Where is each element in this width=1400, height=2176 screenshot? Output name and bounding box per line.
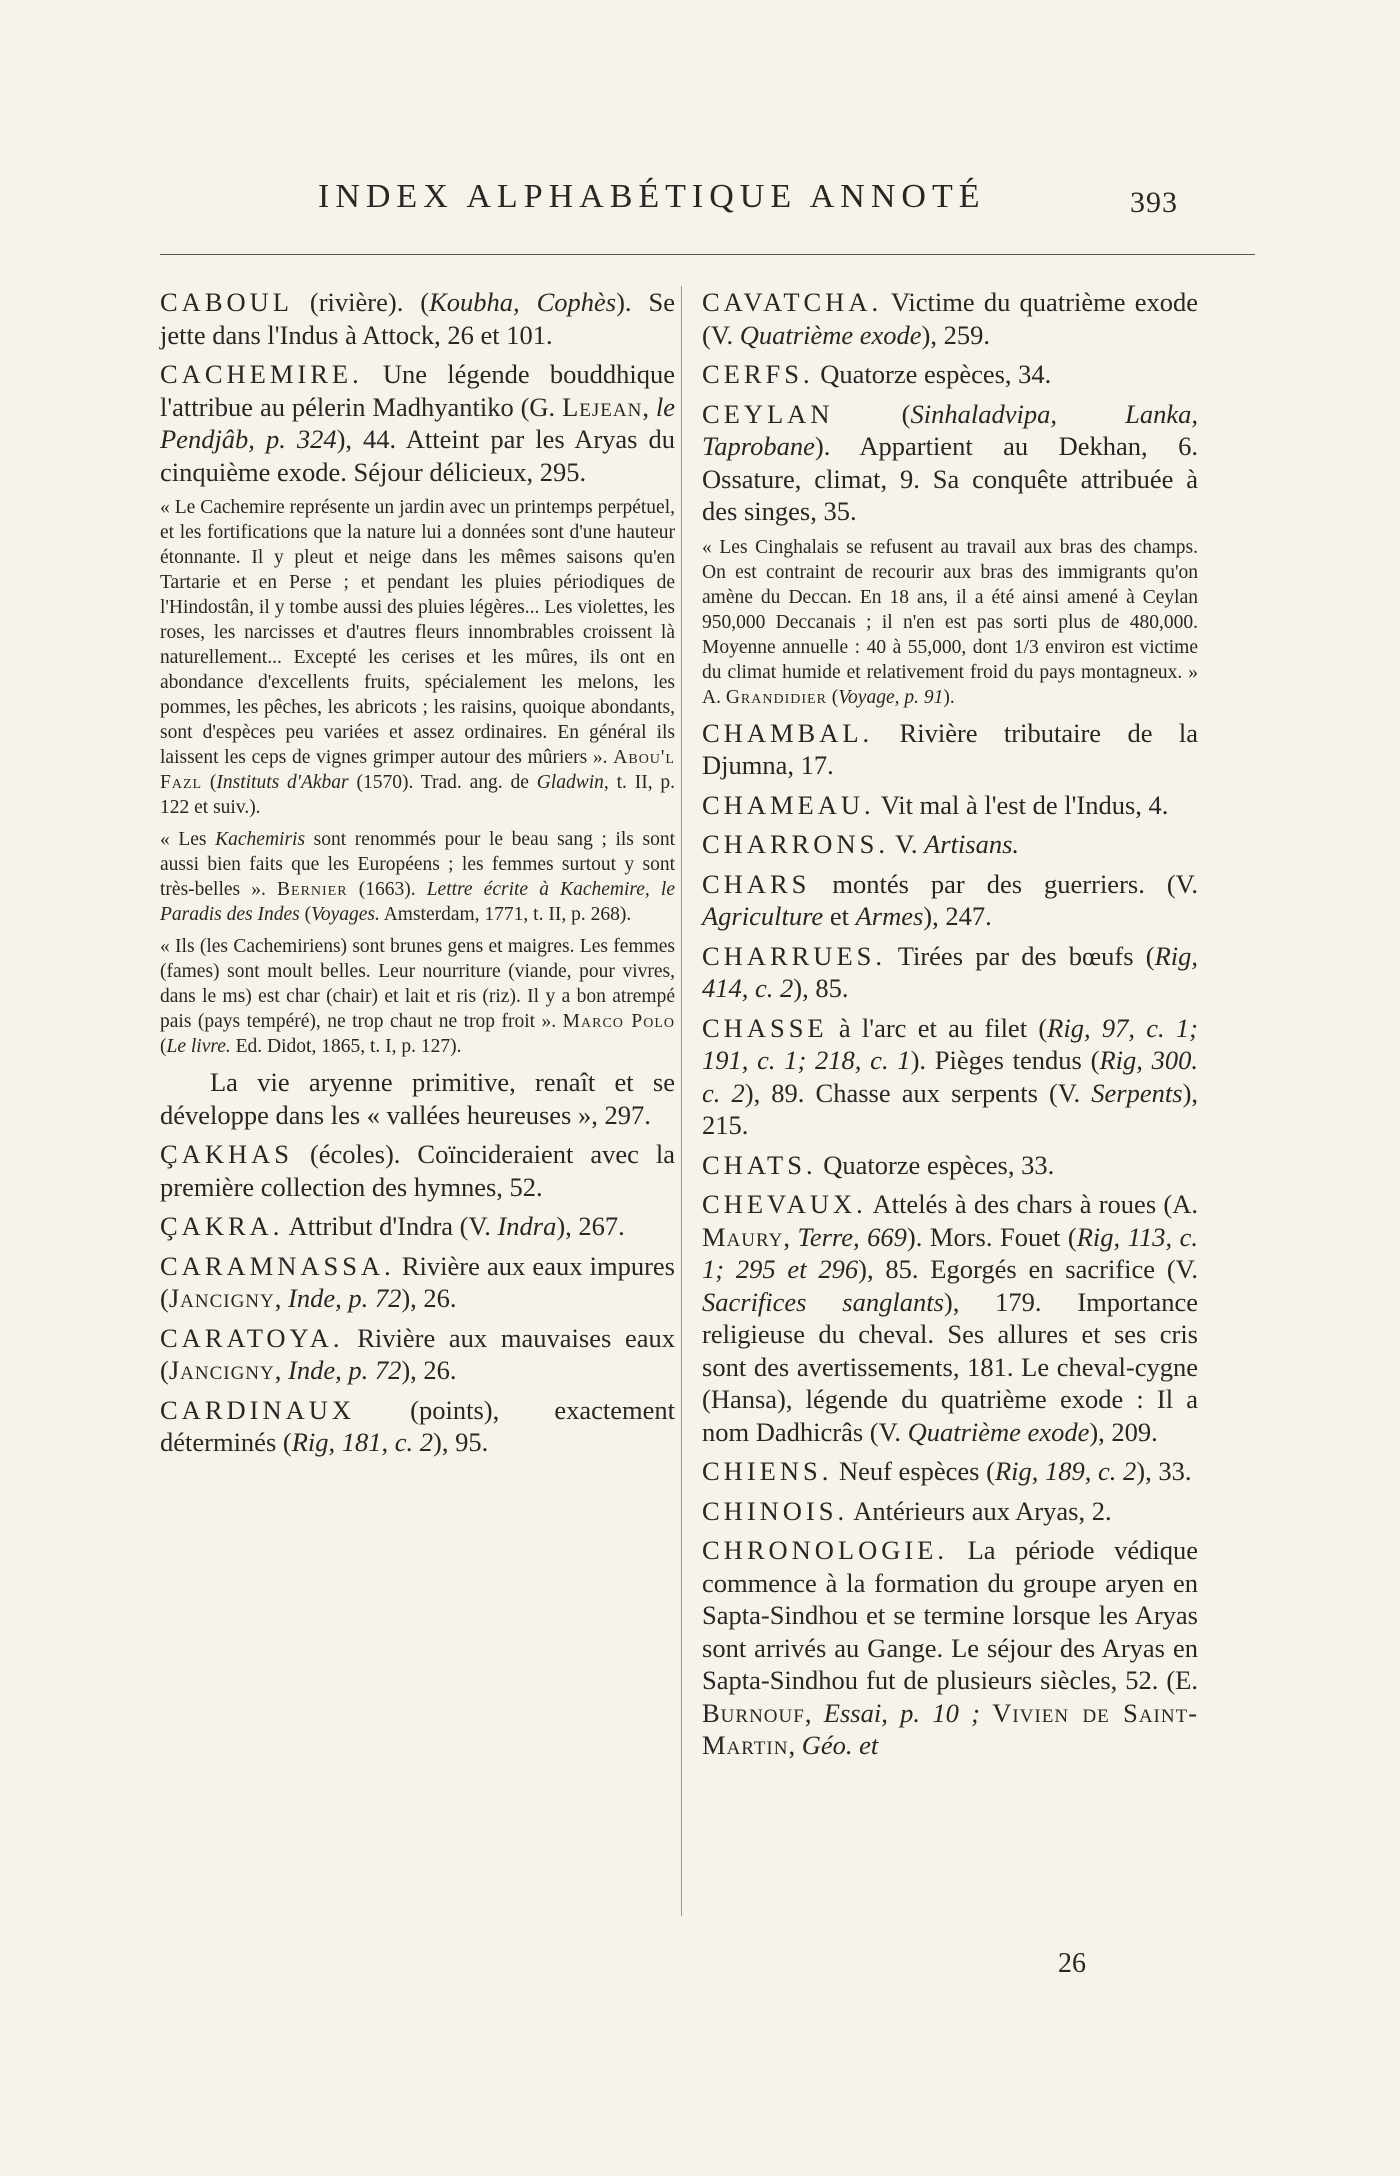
headword: ÇAKHAS <box>160 1139 293 1169</box>
left-column <box>160 286 675 1466</box>
headword: CERFS. <box>702 359 814 389</box>
entry-cakra: ÇAKRA. Attribut d'Indra (V. Indra), 267. <box>160 1211 625 1241</box>
headword: CHIENS. <box>702 1456 833 1486</box>
headword: CHAMEAU. <box>702 789 875 820</box>
headword: CABOUL <box>160 287 293 317</box>
headword: CHARRONS. <box>702 829 889 859</box>
entry-chats: CHATS. Quatorze espèces, 33. <box>702 1149 1055 1180</box>
headword: CARAMNASSA. <box>160 1250 395 1281</box>
headword: CHINOIS. <box>702 1495 849 1526</box>
headword: CEYLAN <box>702 398 834 429</box>
entry-chambal: CHAMBAL. Rivière tributaire de la Djumna, 17. <box>702 717 1198 780</box>
headword: CHAMBAL. <box>702 717 874 748</box>
headword: CHATS. <box>702 1149 817 1180</box>
entry-chronologie: CHRONOLOGIE. La période védique commence à la formation du groupe aryen en Sapta-Sindhou et se termine lorsque les Aryas sont arrivés au Gange. Le séjour des Aryas en Sapta-Sindhou fut de plusieurs siècles, 52. (E. Burnouf, Essai, p. 10 ; Vivien de Saint-Martin, Géo. et <box>702 1535 1199 1760</box>
entry-caboul: CABOUL (rivière). (Koubha, Cophès). Se jette dans l'Indus à Attock, 26 et 101. <box>160 287 675 350</box>
headword: CACHEMIRE. <box>160 359 363 389</box>
headword: CHARS <box>702 868 811 899</box>
headword: ÇAKRA. <box>160 1211 284 1241</box>
entry-ceylan: CEYLAN (Sinhaladvipa, Lanka, Taprobane). Appartient au Dekhan, 6. Ossature, climat, 9. Sa conquête attribuée à des singes, 35. <box>702 398 1198 526</box>
page-number: 393 <box>1130 186 1178 219</box>
headword: CARATOYA. <box>160 1322 344 1353</box>
entry-chasse: CHASSE à l'arc et au filet (Rig, 97, c. 1; 191, c. 1; 218, c. 1). Pièges tendus (Rig, 300. c. 2), 89. Chasse aux serpents (V. Serpents), 215. <box>702 1012 1199 1140</box>
entry-cachemire: CACHEMIRE. Une légende bouddhique l'attribue au pélerin Madhyantiko (G. Lejean, le Pendjâb, p. 324), 44. Atteint par les Aryas du cinquième exode. Séjour délicieux, 295. <box>160 359 675 487</box>
headword: CHARRUES. <box>702 940 886 971</box>
entry-chameau: CHAMEAU. Vit mal à l'est de l'Indus, 4. <box>702 789 1169 820</box>
quote-abou-l-fazl: « Le Cachemire représente un jardin avec un printemps perpétuel, et les fortifications que la nature lui a données sont d'une hauteur étonnante. Il y pleut et neige dans les mêmes saisons qu'en Tartarie et en Perse ; et pendant les pluies périodiques de l'Hindostân, il y tombe aussi des pluies légères... Les violettes, les roses, les narcisses et d'autres fleurs innombrables croissent là naturellement... Excepté les cerises et les mûres, ils ont en abondance d'excellents fruits, spécialement les melons, les pommes, les pêches, les abricots ; les raisins, quoique abondants, sont d'espèces peu variées et assez ordinaires. En général ils laissent les ceps de vignes grimper autour des mûriers ». Abou'l Fazl (Instituts d'Akbar (1570). Trad. ang. de Gladwin, t. II, p. 122 et suiv.). <box>160 497 676 818</box>
right-column <box>702 286 1198 1769</box>
entry-chevaux: CHEVAUX. Attelés à des chars à roues (A. Maury, Terre, 669). Mors. Fouet (Rig, 113, c. 1; 295 et 296), 85. Egorgés en sacrifice (V. Sacrifices sanglants), 179. Importance religieuse du cheval. Ses allures et ses cris sont des avertissements, 181. Le cheval-cygne (Hansa), légende du quatrième exode : Il a nom Dadhicrâs (V. Quatrième exode), 209. <box>702 1189 1198 1447</box>
entry-caramnassa: CARAMNASSA. Rivière aux eaux impures (Jancigny, Inde, p. 72), 26. <box>160 1250 675 1313</box>
entry-chiens: CHIENS. Neuf espèces (Rig, 189, c. 2), 33. <box>702 1456 1192 1486</box>
column-divider <box>681 286 682 1916</box>
entry-chinois: CHINOIS. Antérieurs aux Aryas, 2. <box>702 1495 1112 1526</box>
entry-charrues: CHARRUES. Tirées par des bœufs (Rig, 414, c. 2), 85. <box>702 940 1198 1003</box>
entry-cakhas: ÇAKHAS (écoles). Coïncideraient avec la première collection des hymnes, 52. <box>160 1139 675 1202</box>
entry-charrons: CHARRONS. V. Artisans. <box>702 829 1020 859</box>
headword: CARDINAUX <box>160 1394 355 1425</box>
signature-mark: 26 <box>1058 1948 1086 1979</box>
entry-aryan-life: La vie aryenne primitive, renaît et se développe dans les « vallées heureuses », 297. <box>160 1067 675 1130</box>
entry-chars: CHARS montés par des guerriers. (V. Agriculture et Armes), 247. <box>702 868 1198 931</box>
quote-bernier: « Les Kachemiris sont renommés pour le beau sang ; ils sont aussi bien faits que les Européens ; les femmes surtout y sont très-belles ». Bernier (1663). Lettre écrite à Kachemire, le Paradis des Indes (Voyages. Amsterdam, 1771, t. II, p. 268). <box>160 829 676 925</box>
entry-cerfs: CERFS. Quatorze espèces, 34. <box>702 359 1052 389</box>
quote-grandidier: « Les Cinghalais se refusent au travail aux bras des champs. On est contraint de recourir aux bras des immigrants qu'on amène du Deccan. En 18 ans, il a été ainsi amené à Ceylan 950,000 Deccanais ; il n'en est pas sorti plus de 480,000. Moyenne annuelle : 40 à 55,000, dont 1/3 environ est victime du climat humide et relativement froid du pays montagneux. » A. Grandidier (Voyage, p. 91). <box>702 536 1198 708</box>
entry-cardinaux: CARDINAUX (points), exactement déterminés (Rig, 181, c. 2), 95. <box>160 1394 675 1457</box>
quote-marco-polo: « Ils (les Cachemiriens) sont brunes gens et maigres. Les femmes (fames) sont moult belles. Leur nourriture (viande, pour vivres, dans le ms) est char (chair) et lait et ris (riz). Il y a bon atrempé pais (pays tempéré), ne trop chaut ne trop froit ». Marco Polo (Le livre. Ed. Didot, 1865, t. I, p. 127). <box>160 936 676 1057</box>
running-head: INDEX ALPHABÉTIQUE ANNOTÉ <box>318 178 986 215</box>
headword: CHASSE <box>702 1012 828 1043</box>
headword: CHRONOLOGIE. <box>702 1535 948 1565</box>
entry-caratoya: CARATOYA. Rivière aux mauvaises eaux (Jancigny, Inde, p. 72), 26. <box>160 1322 675 1385</box>
header-rule <box>160 254 1255 255</box>
headword: CHEVAUX. <box>702 1189 867 1219</box>
headword: CAVATCHA. <box>702 287 883 317</box>
entry-cavatcha: CAVATCHA. Victime du quatrième exode (V. Quatrième exode), 259. <box>702 287 1198 350</box>
